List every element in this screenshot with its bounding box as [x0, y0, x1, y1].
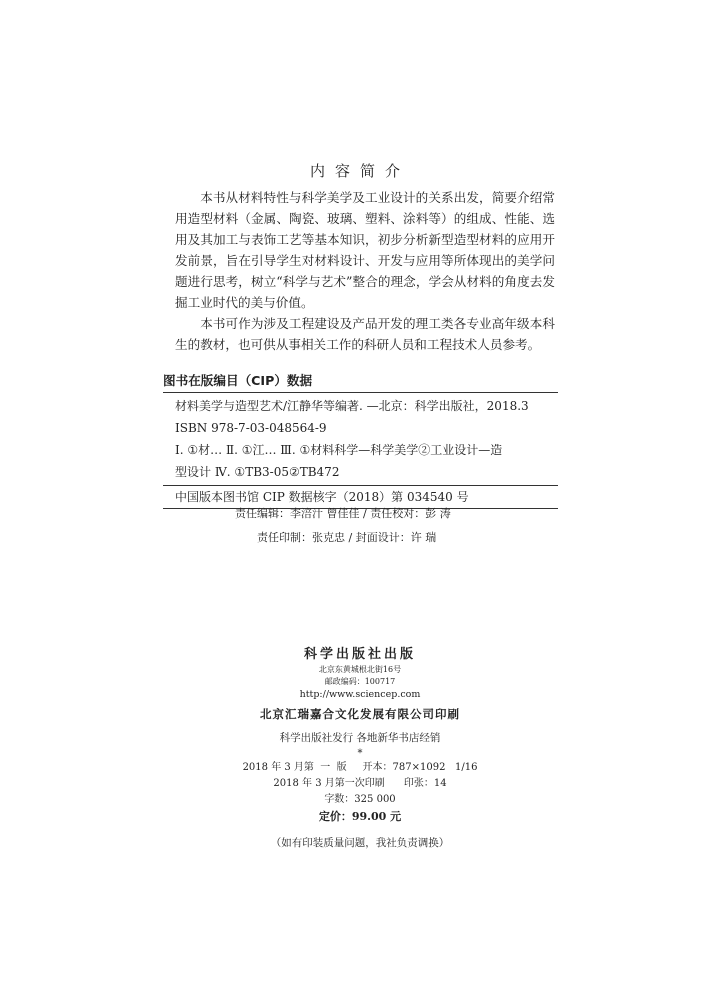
- cip-line-title: 材料美学与造型艺术/江静华等编著. —北京：科学出版社，2018.3: [175, 399, 529, 413]
- publication-info: [0, 760, 720, 808]
- price: 定价：99.00 元: [318, 810, 402, 823]
- publisher-address: 北京东黄城根北街16号: [318, 665, 402, 674]
- cip-number: 中国版本图书馆 CIP 数据核字（2018）第 034540 号: [163, 486, 558, 509]
- credit-line-editors: 责任编辑：李涪汁 曾佳佳 / 责任校对：彭 涛: [235, 507, 451, 520]
- distribution-line: 科学出版社发行 各地新华书店经销: [279, 732, 441, 744]
- credit-line-production: 责任印制：张克忠 / 封面设计：许 瑞: [257, 531, 437, 544]
- editorial-credits: [235, 502, 451, 550]
- printer-name: 北京汇瑞嘉合文化发展有限公司印刷: [260, 707, 460, 721]
- cip-line-subjects: Ⅰ. ①材… Ⅱ. ①江… Ⅲ. ①材料科学—科学美学②工业设计—造: [175, 443, 503, 457]
- cip-line-classification: 型设计 Ⅳ. ①TB3-05②TB472: [175, 465, 340, 479]
- quality-notice: （如有印装质量问题，我社负责调换）: [270, 837, 450, 849]
- cip-data-block: [163, 370, 558, 509]
- intro-title: 内容简介: [309, 162, 410, 180]
- cip-heading: 图书在版编目（CIP）数据: [163, 370, 558, 393]
- publisher-block: [0, 646, 720, 854]
- publisher-url: http://www.sciencep.com: [299, 689, 421, 700]
- publisher-name: 科学出版社出版: [303, 647, 416, 662]
- cip-line-isbn: ISBN 978-7-03-048564-9: [175, 421, 327, 435]
- intro-paragraph-2: 本书可作为涉及工程建设及产品开发的理工类各专业高年级本科生的教材，也可供从事相关工作的科研人员和工程技术人员参考。: [175, 316, 555, 352]
- separator-star: *: [357, 748, 363, 759]
- publisher-postcode: 邮政编码：100717: [324, 677, 396, 686]
- edition-line: 2018 年 3 月第 一 版 开本：787×1092 1/16: [242, 762, 478, 773]
- introduction-text: [175, 187, 555, 355]
- intro-paragraph-1: 本书从材料特性与科学美学及工业设计的关系出发，简要介绍常用造型材料（金属、陶瓷、玻璃、塑料、涂料等）的组成、性能、选用及其加工与表饰工艺等基本知识，初步分析新型造型材料的应用开发前景，旨在引导学生对材料设计、开发与应用等所体现出的美学问题进行思考，树立“科学与艺术”整合的理念，学会从材料的角度去发掘工业时代的美与价值。: [175, 190, 555, 310]
- cip-record: [163, 393, 558, 486]
- printing-line: 2018 年 3 月第一次印刷 印张：14: [273, 778, 447, 789]
- word-count: 字数：325 000: [324, 794, 396, 805]
